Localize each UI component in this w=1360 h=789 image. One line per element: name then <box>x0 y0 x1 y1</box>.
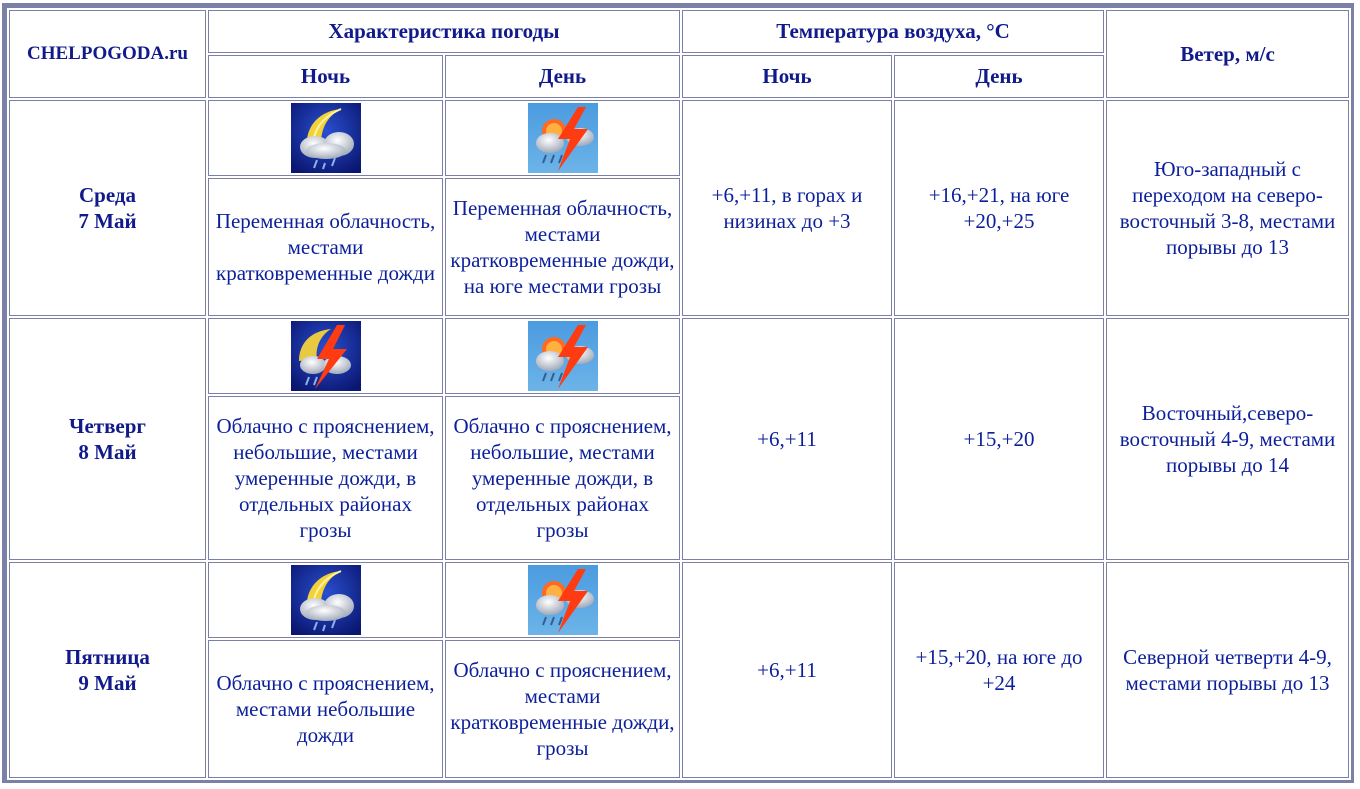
wind: Восточный,северо-восточный 4-9, местами порывы до 14 <box>1106 318 1349 560</box>
header-air-temperature: Температура воздуха, °С <box>682 10 1104 53</box>
night-icon-cell <box>208 318 443 394</box>
moon-cloud-thunder-rain-icon <box>291 321 361 391</box>
forecast-row <box>9 562 1349 638</box>
day-icon-cell <box>445 100 680 176</box>
day-icon-cell <box>445 562 680 638</box>
moon-cloud-rain-icon <box>291 565 361 635</box>
sun-cloud-thunder-rain-icon <box>528 321 598 391</box>
night-icon-cell <box>208 562 443 638</box>
date: 8 Май <box>78 440 137 465</box>
weekday: Четверг <box>69 414 146 439</box>
night-description: Переменная облачность, местами кратковременные дожди <box>208 178 443 316</box>
temp-day: +16,+21, на юге +20,+25 <box>894 100 1104 316</box>
forecast-date <box>9 318 206 560</box>
sun-cloud-thunder-rain-icon <box>528 565 598 635</box>
day-description: Облачно с прояснением, местами кратковременные дожди, грозы <box>445 640 680 778</box>
wind: Северной четверти 4-9, местами порывы до 13 <box>1106 562 1349 778</box>
header-wind: Ветер, м/с <box>1106 10 1349 98</box>
moon-cloud-rain-icon <box>291 103 361 173</box>
header-weather-characteristics: Характеристика погоды <box>208 10 680 53</box>
temp-day: +15,+20 <box>894 318 1104 560</box>
temp-night: +6,+11 <box>682 562 892 778</box>
night-description: Облачно с прояснением, местами небольшие дожди <box>208 640 443 778</box>
forecast-date <box>9 562 206 778</box>
night-description: Облачно с прояснением, небольшие, местами умеренные дожди, в отдельных районах грозы <box>208 396 443 560</box>
night-icon-cell <box>208 100 443 176</box>
forecast-date <box>9 100 206 316</box>
weekday: Среда <box>78 183 136 208</box>
header-weather-night: Ночь <box>208 55 443 98</box>
weather-forecast-table <box>7 8 1351 780</box>
weekday: Пятница <box>65 645 150 670</box>
sun-cloud-thunder-rain-icon <box>528 103 598 173</box>
header-temp-night: Ночь <box>682 55 892 98</box>
temp-day: +15,+20, на юге до +24 <box>894 562 1104 778</box>
forecast-row <box>9 318 1349 394</box>
date: 7 Май <box>78 209 137 234</box>
temp-night: +6,+11, в горах и низинах до +3 <box>682 100 892 316</box>
day-description: Облачно с прояснением, небольшие, местами умеренные дожди, в отдельных районах грозы <box>445 396 680 560</box>
forecast-row <box>9 100 1349 176</box>
day-description: Переменная облачность, местами кратковременные дожди, на юге местами грозы <box>445 178 680 316</box>
date: 9 Май <box>78 671 137 696</box>
header-weather-day: День <box>445 55 680 98</box>
site-brand: CHELPOGODA.ru <box>9 10 206 98</box>
wind: Юго-западный с переходом на северо-восточный 3-8, местами порывы до 13 <box>1106 100 1349 316</box>
day-icon-cell <box>445 318 680 394</box>
header-temp-day: День <box>894 55 1104 98</box>
temp-night: +6,+11 <box>682 318 892 560</box>
